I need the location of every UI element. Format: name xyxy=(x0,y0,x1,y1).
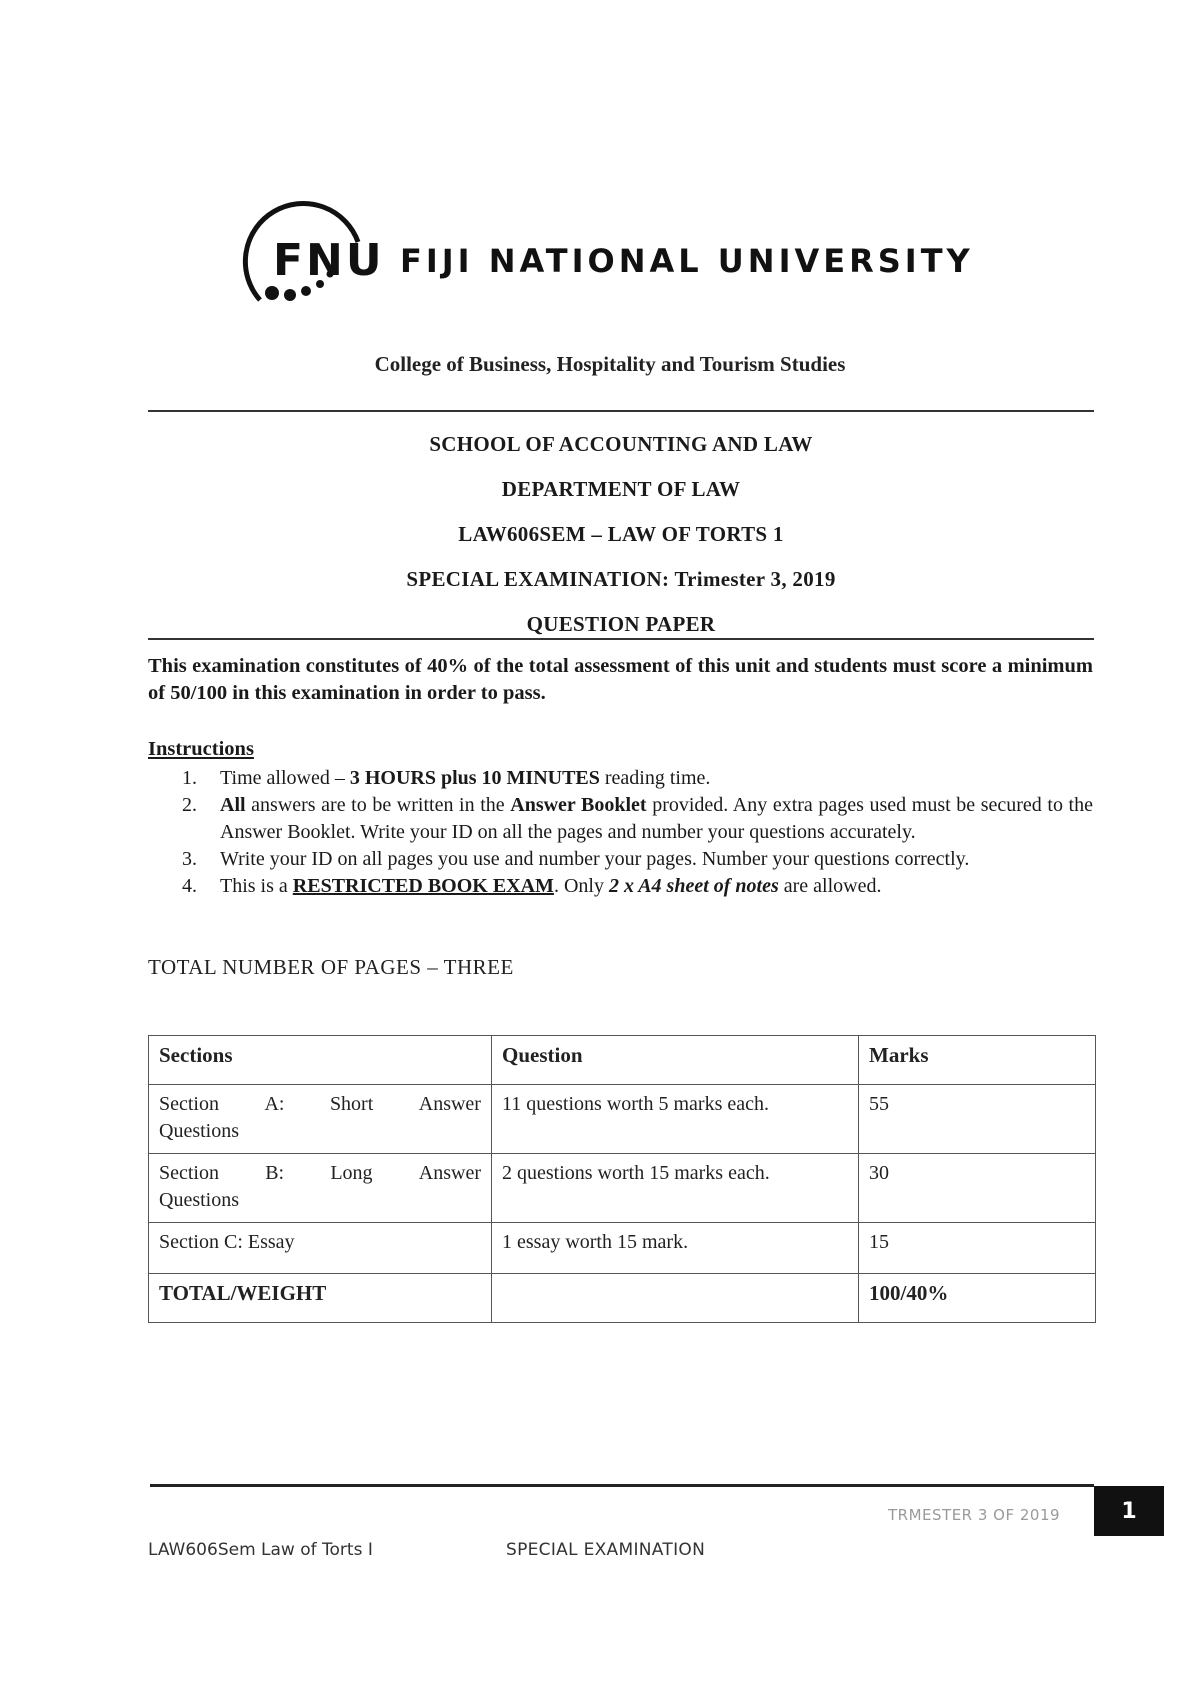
instruction-text: This is a xyxy=(220,875,293,897)
section-word: Section xyxy=(159,1093,219,1115)
section-word: Questions xyxy=(159,1120,239,1142)
paper-type: QUESTION PAPER xyxy=(526,612,716,636)
department-name: DEPARTMENT OF LAW xyxy=(501,477,741,501)
page-number-badge xyxy=(1094,1486,1164,1536)
footer-divider xyxy=(150,1484,1094,1487)
instruction-number: 2. xyxy=(182,794,197,816)
notes-allowance: 2 x A4 sheet of notes xyxy=(608,875,779,897)
marks-table xyxy=(148,1035,1096,1323)
instruction-text: provided. Any extra pages used must be secured to the Answer Booklet. Write your ID on all the pages and number your questions accurately. xyxy=(220,794,1093,843)
logo-abbreviation: FNU xyxy=(273,235,385,286)
restricted-book-exam: RESTRICTED BOOK EXAM xyxy=(292,875,554,897)
question-cell: 11 questions worth 5 marks each. xyxy=(492,1085,859,1154)
exam-title xyxy=(148,567,1094,592)
question-cell: 1 essay worth 15 mark. xyxy=(492,1223,859,1274)
section-cell xyxy=(149,1085,492,1154)
section-word: A: xyxy=(264,1093,285,1115)
table-total-row xyxy=(149,1274,1096,1323)
instruction-text: reading time. xyxy=(599,767,711,789)
course-title: LAW606SEM – LAW OF TORTS 1 xyxy=(458,522,784,546)
instruction-text: answers are to be written in the xyxy=(245,794,511,816)
instruction-text: Time allowed – xyxy=(220,767,350,789)
instruction-number: 1. xyxy=(182,767,197,789)
instruction-item xyxy=(148,765,1093,792)
header-marks: Marks xyxy=(859,1036,1096,1085)
marks-cell: 55 xyxy=(859,1085,1096,1154)
page-number: 1 xyxy=(1121,1498,1137,1524)
header-sections: Sections xyxy=(149,1036,492,1085)
table-row xyxy=(149,1154,1096,1223)
university-logo xyxy=(240,190,1010,340)
table-header-row xyxy=(149,1036,1096,1085)
instruction-number: 3. xyxy=(182,848,197,870)
university-name: FIJI NATIONAL UNIVERSITY xyxy=(400,242,974,280)
section-word: Long xyxy=(330,1162,373,1184)
total-marks-cell: 100/40% xyxy=(859,1274,1096,1323)
instruction-text: . Only xyxy=(553,875,609,897)
total-pages: TOTAL NUMBER OF PAGES – THREE xyxy=(148,955,514,979)
instruction-text: Write your ID on all pages you use and number your pages. Number your questions correctly. xyxy=(220,848,970,870)
section-word: B: xyxy=(265,1162,285,1184)
question-cell: 2 questions worth 15 marks each. xyxy=(492,1154,859,1223)
header-question: Question xyxy=(492,1036,859,1085)
footer-term: TRMESTER 3 OF 2019 xyxy=(888,1506,1061,1524)
instruction-item xyxy=(148,846,1093,873)
section-word: Answer xyxy=(418,1093,481,1115)
marks-cell: 30 xyxy=(859,1154,1096,1223)
instruction-emphasis: Answer Booklet xyxy=(510,794,647,816)
table-row xyxy=(149,1223,1096,1274)
school-name: SCHOOL OF ACCOUNTING AND LAW xyxy=(429,432,813,456)
instruction-item xyxy=(148,873,1093,900)
instruction-emphasis: All xyxy=(220,794,246,816)
footer-exam-type: SPECIAL EXAMINATION xyxy=(506,1540,706,1560)
exam-term: Trimester 3, 2019 xyxy=(674,567,836,591)
section-word: Answer xyxy=(418,1162,481,1184)
section-word: Short xyxy=(329,1093,374,1115)
instruction-text: are allowed. xyxy=(778,875,882,897)
section-cell xyxy=(149,1154,492,1223)
exam-label: SPECIAL EXAMINATION: xyxy=(406,567,670,591)
instruction-number: 4. xyxy=(182,875,197,897)
college-name: College of Business, Hospitality and Tourism Studies xyxy=(374,352,846,376)
footer-course: LAW606Sem Law of Torts I xyxy=(148,1540,373,1560)
instructions-list xyxy=(148,765,1093,900)
header-divider xyxy=(148,410,1094,412)
instructions-heading: Instructions xyxy=(148,738,254,760)
section-word: Section xyxy=(159,1162,219,1184)
total-label-cell: TOTAL/WEIGHT xyxy=(149,1274,492,1323)
instruction-emphasis: 3 HOURS plus 10 MINUTES xyxy=(349,767,600,789)
table-row xyxy=(149,1085,1096,1154)
title-divider xyxy=(148,638,1094,640)
total-question-cell xyxy=(492,1274,859,1323)
assessment-note: This examination constitutes of 40% of the total assessment of this unit and students must score a minimum of 50/100 in this examination in order to pass. xyxy=(148,655,1093,704)
section-word: Questions xyxy=(159,1189,239,1211)
section-cell: Section C: Essay xyxy=(149,1223,492,1274)
instruction-item xyxy=(148,792,1093,846)
marks-cell: 15 xyxy=(859,1223,1096,1274)
